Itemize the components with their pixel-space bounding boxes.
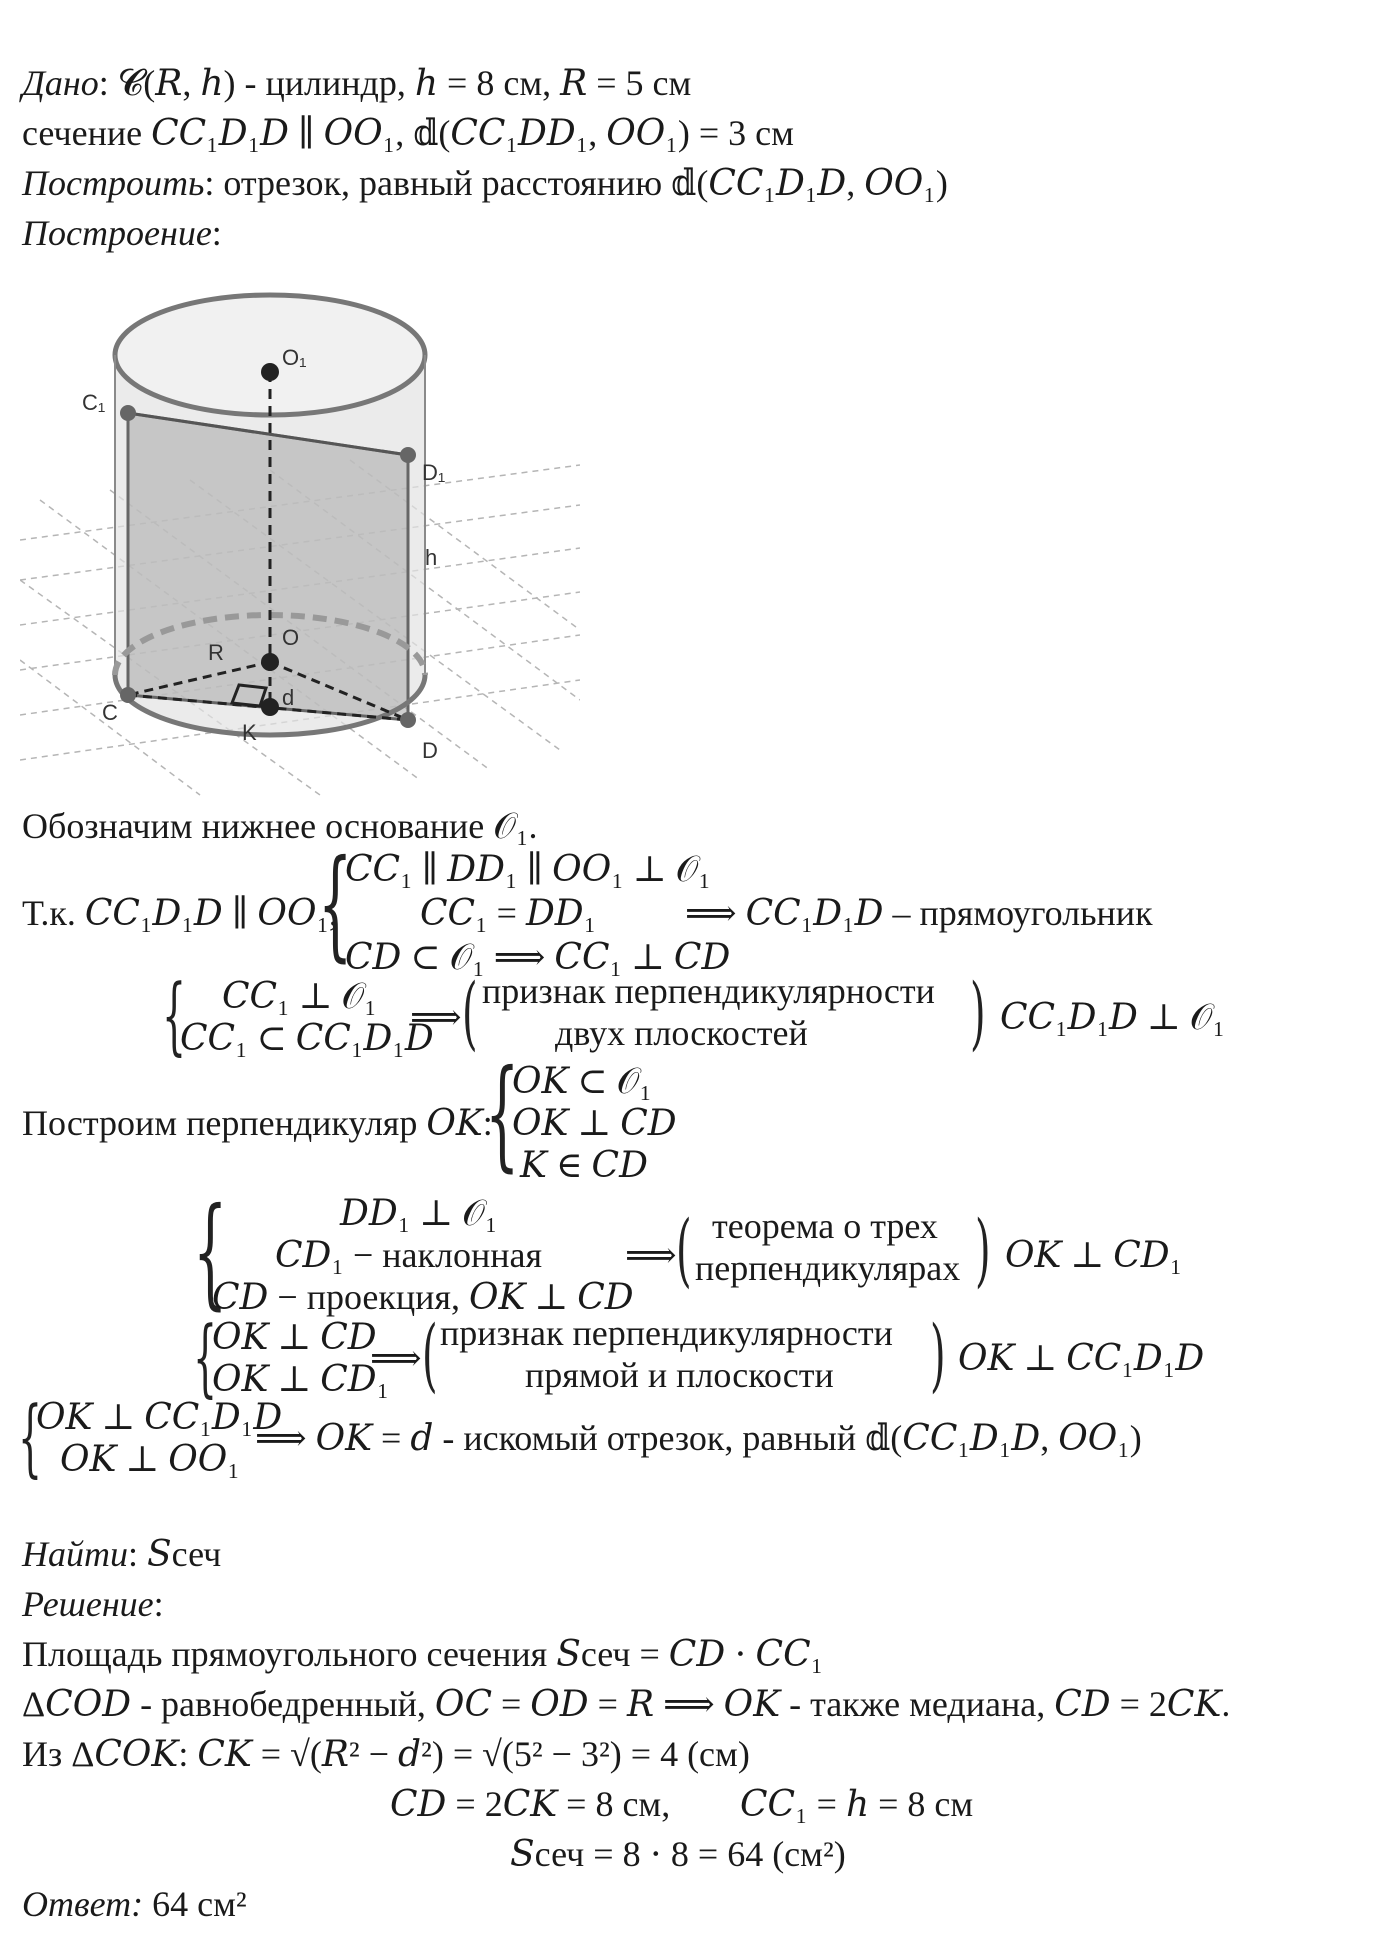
sys4-result: 𝑂𝐾 ⊥ 𝐶𝐷₁	[1005, 1235, 1183, 1275]
label-C: C	[102, 700, 118, 725]
construct-label: Построить	[22, 163, 205, 203]
s-line: 𝑆сеч = 8 ⋅ 8 = 64 (см²)	[510, 1834, 846, 1874]
sys3-row-1: 𝑂𝐾 ⊂ 𝒪₁	[512, 1061, 652, 1101]
brace-sys4: {	[193, 1183, 228, 1322]
brace-sys1: {	[318, 835, 353, 974]
cylinder-figure	[20, 280, 580, 800]
sys5-result: 𝑂𝐾 ⊥ 𝐶𝐶₁𝐷₁𝐷	[958, 1338, 1205, 1378]
sys2-result: 𝐶𝐶₁𝐷₁𝐷 ⊥ 𝒪₁	[1000, 997, 1226, 1037]
triangle-line: Δ𝐶𝑂𝐷 - равнобедренный, 𝑂𝐶 = 𝑂𝐷 = 𝑅 ⟹ 𝑂𝐾 - также медиана, 𝐶𝐷 = 2𝐶𝐾.	[22, 1684, 1231, 1724]
sys4-reason-1: теорема о трех	[712, 1206, 938, 1246]
sys6-row-1: 𝑂𝐾 ⊥ 𝐶𝐶₁𝐷₁𝐷	[36, 1397, 283, 1437]
point-C1	[120, 405, 136, 421]
label-D1: D₁	[422, 460, 446, 485]
sys2-reason-2: двух плоскостей	[555, 1013, 808, 1053]
point-O1	[261, 363, 279, 381]
paren-open-sys2: (	[462, 966, 478, 1059]
paren-close-sys4: )	[975, 1203, 991, 1296]
label-D: D	[422, 738, 438, 763]
paren-close-sys5: )	[930, 1308, 946, 1401]
sys3-row-3: 𝐾 ∈ 𝐶𝐷	[520, 1145, 648, 1185]
brace-sys3: {	[485, 1045, 520, 1184]
sys4-arrow: ⟹	[625, 1235, 677, 1275]
denote-line: Обозначим нижнее основание 𝒪₁.	[22, 806, 538, 846]
label-O1: O₁	[282, 345, 307, 370]
sys2-reason-1: признак перпендикулярности	[482, 971, 935, 1011]
sys6-result: ⟹ 𝑂𝐾 = 𝑑 - искомый отрезок, равный 𝕕(𝐶𝐶₁𝐷₁𝐷, 𝑂𝑂₁)	[255, 1418, 1142, 1458]
construct-line	[22, 162, 948, 204]
paren-open-sys5: (	[422, 1308, 438, 1401]
brace-sys2: {	[162, 966, 187, 1064]
sys4-row-3: 𝐶𝐷 − проекция, 𝑂𝐾 ⊥ 𝐶𝐷	[212, 1277, 634, 1317]
sys1-row-1: 𝐶𝐶₁ ∥ 𝐷𝐷₁ ∥ 𝑂𝑂₁ ⊥ 𝒪₁	[345, 849, 711, 889]
paren-open-sys4: (	[676, 1203, 692, 1296]
sys1-row-2: 𝐶𝐶₁ = 𝐷𝐷₁	[420, 893, 597, 933]
find-line	[22, 1533, 221, 1575]
brace-sys5: {	[193, 1308, 218, 1406]
cc1-line: 𝐶𝐶₁ = ℎ = 8 см	[740, 1784, 974, 1824]
label-C1: C₁	[82, 390, 106, 415]
sys1-result: ⟹ 𝐶𝐶₁𝐷₁𝐷 – прямоугольник	[685, 893, 1153, 933]
label-O: O	[282, 625, 300, 650]
solution-label: Решение	[22, 1584, 154, 1624]
sys5-row-1: 𝑂𝐾 ⊥ 𝐶𝐷	[212, 1317, 377, 1357]
since-prefix: Т.к. 𝐶𝐶₁𝐷₁𝐷 ∥ 𝑂𝑂₁,	[22, 893, 339, 933]
answer-label: Ответ:	[22, 1884, 144, 1924]
point-O	[261, 653, 279, 671]
answer-line	[22, 1883, 247, 1925]
point-D1	[400, 447, 416, 463]
calc-line: Из Δ𝐶𝑂𝐾: 𝐶𝐾 = √(𝑅² − 𝑑²) = √(5² − 3²) = 4 (см)	[22, 1734, 750, 1774]
label-d: d	[282, 685, 295, 710]
given-line-1	[22, 62, 691, 104]
find-label: Найти	[22, 1534, 128, 1574]
construction-label: Построение	[22, 213, 212, 253]
sys4-reason-2: перпендикулярах	[695, 1248, 961, 1288]
sys2-row-1: 𝐶𝐶₁ ⊥ 𝒪₁	[222, 976, 377, 1016]
sys5-arrow: ⟹	[370, 1338, 422, 1378]
sys6-row-2: 𝑂𝐾 ⊥ 𝑂𝑂₁	[60, 1439, 240, 1479]
cd-line: 𝐶𝐷 = 2𝐶𝐾 = 8 см,	[390, 1784, 671, 1824]
paren-close-sys2: )	[970, 966, 986, 1059]
construction-heading: Построение:	[22, 213, 222, 253]
construct-text: : отрезок, равный расстоянию 𝕕(𝐶𝐶₁𝐷₁𝐷, 𝑂𝑂₁)	[204, 163, 948, 203]
sys2-row-2: 𝐶𝐶₁ ⊂ 𝐶𝐶₁𝐷₁𝐷	[180, 1018, 434, 1058]
point-D	[400, 712, 416, 728]
given-text: : 𝓒(𝑅, ℎ) - цилиндр, ℎ = 8 см, 𝑅 = 5 см	[98, 63, 692, 103]
brace-sys6: {	[18, 1388, 43, 1486]
point-C	[120, 687, 136, 703]
sys2-arrow: ⟹	[410, 997, 462, 1037]
given-label: Дано	[22, 63, 99, 103]
sys5-row-2: 𝑂𝐾 ⊥ 𝐶𝐷₁	[212, 1359, 390, 1399]
sys4-row-1: 𝐷𝐷₁ ⊥ 𝒪₁	[340, 1193, 498, 1233]
solution-heading: Решение:	[22, 1584, 164, 1624]
find-text: : 𝑆сеч	[128, 1534, 222, 1574]
label-R: R	[208, 640, 224, 665]
label-K: K	[242, 720, 257, 745]
section-rectangle	[128, 413, 408, 720]
sys5-reason-1: признак перпендикулярности	[440, 1313, 893, 1353]
sys1-row-3: 𝐶𝐷 ⊂ 𝒪₁ ⟹ 𝐶𝐶₁ ⊥ 𝐶𝐷	[345, 937, 731, 977]
sys4-row-2: 𝐶𝐷₁ − наклонная	[275, 1235, 543, 1275]
sys5-reason-2: прямой и плоскости	[525, 1355, 834, 1395]
area-line: Площадь прямоугольного сечения 𝑆сеч = 𝐶𝐷 ⋅ 𝐶𝐶₁	[22, 1634, 824, 1674]
answer-value: 64 см²	[143, 1884, 247, 1924]
perp-prefix: Построим перпендикуляр 𝑂𝐾:	[22, 1103, 493, 1143]
given-line-2: сечение 𝐶𝐶₁𝐷₁𝐷 ∥ 𝑂𝑂₁, 𝕕(𝐶𝐶₁𝐷𝐷₁, 𝑂𝑂₁) = 3 см	[22, 113, 794, 153]
point-K	[261, 698, 279, 716]
label-h: h	[425, 545, 438, 570]
sys3-row-2: 𝑂𝐾 ⊥ 𝐶𝐷	[512, 1103, 677, 1143]
